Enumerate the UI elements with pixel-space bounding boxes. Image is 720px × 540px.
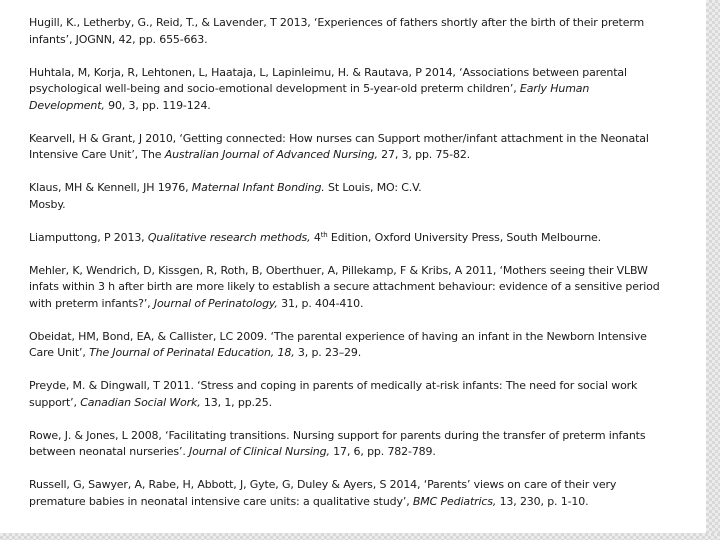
right-edge-texture: [706, 0, 720, 540]
reference-list: [29, 15, 665, 510]
reference-journal: Canadian Social Work,: [80, 395, 201, 409]
reference-title: Qualitative research methods,: [147, 230, 311, 244]
reference-details: St Louis, MO: C.V. Mosby.: [29, 181, 422, 211]
reference-details: 3, p. 23–29.: [294, 346, 362, 359]
reference-volume: 18,: [277, 346, 295, 359]
reference-text: Kearvell, H & Grant, J 2010, ‘Getting connected: How nurses can Support mother/infant attachment in the Neonatal Intensive Care Unit’, The: [29, 131, 649, 161]
reference-item: [29, 65, 665, 115]
reference-text: Rowe, J. & Jones, L 2008, ‘Facilitating transitions. Nursing support for parents during the transfer of preterm infants between neonatal nurseries’.: [29, 428, 646, 458]
reference-details: 13, 1, pp.25.: [200, 395, 272, 409]
reference-text: Russell, G, Sawyer, A, Rabe, H, Abbott, J, Gyte, G, Duley & Ayers, S 2014, ‘Parents’ views on care of their very premature babies in neonatal intensive care units: a qualitative study’,: [29, 478, 617, 508]
reference-details: 90, 3, pp. 119-124.: [104, 98, 211, 112]
reference-publisher: Edition, Oxford University Press, South Melbourne.: [327, 230, 602, 244]
reference-details: 13, 230, p. 1-10.: [496, 494, 589, 508]
reference-title: Maternal Infant Bonding.: [191, 181, 325, 194]
reference-text: Mehler, K, Wendrich, D, Kissgen, R, Roth, B, Oberthuer, A, Pillekamp, F & Kribs, A 2011, ‘Mothers seeing their VLBW infats within 3 h after birth are more likely to establish a secure attachment behaviour: evidence of a sensitive period with preterm infants?’,: [29, 263, 660, 310]
edition-superscript: th: [320, 230, 328, 239]
reference-journal: Early Human Development,: [29, 82, 590, 112]
reference-item: [29, 477, 665, 510]
reference-journal: The Journal of Perinatal Education,: [89, 346, 275, 359]
reference-journal: Journal of Perinatology,: [153, 296, 278, 310]
bottom-edge-texture: [0, 533, 720, 540]
reference-item: [29, 131, 665, 164]
reference-details: 27, 3, pp. 75-82.: [377, 148, 471, 161]
reference-item: [29, 329, 665, 362]
reference-journal: Australian Journal of Advanced Nursing,: [164, 148, 378, 161]
reference-item: [29, 230, 665, 247]
reference-item: [29, 180, 429, 213]
reference-text: Hugill, K., Letherby, G., Reid, T., & Lavender, T 2013, ‘Experiences of fathers shortly after the birth of their preterm infants’, JOGNN, 42, pp. 655-663.: [29, 16, 645, 46]
reference-text: Obeidat, HM, Bond, EA, & Callister, LC 2009. ‘The parental experience of having an infant in the Newborn Intensive Care Unit’,: [29, 329, 647, 359]
reference-details: 17, 6, pp. 782-789.: [329, 445, 436, 458]
reference-text: Liamputtong, P 2013,: [29, 230, 148, 244]
reference-details: 31, p. 404-410.: [277, 296, 364, 310]
reference-text: Klaus, MH & Kennell, JH 1976,: [29, 181, 192, 194]
reference-details: 4: [310, 230, 321, 244]
reference-item: [29, 15, 665, 48]
reference-item: [29, 378, 665, 411]
reference-text: Preyde, M. & Dingwall, T 2011. ‘Stress and coping in parents of medically at-risk infants: The need for social work support’,: [29, 379, 638, 409]
reference-item: [29, 428, 665, 461]
reference-journal: BMC Pediatrics,: [412, 494, 497, 508]
reference-journal: Journal of Clinical Nursing,: [189, 445, 330, 458]
reference-item: [29, 263, 665, 313]
reference-text: Huhtala, M, Korja, R, Lehtonen, L, Haataja, L, Lapinleimu, H. & Rautava, P 2014, ‘Associations between parental psychological well-being and socio-emotional development in 5-year-old preterm children’,: [29, 65, 627, 95]
